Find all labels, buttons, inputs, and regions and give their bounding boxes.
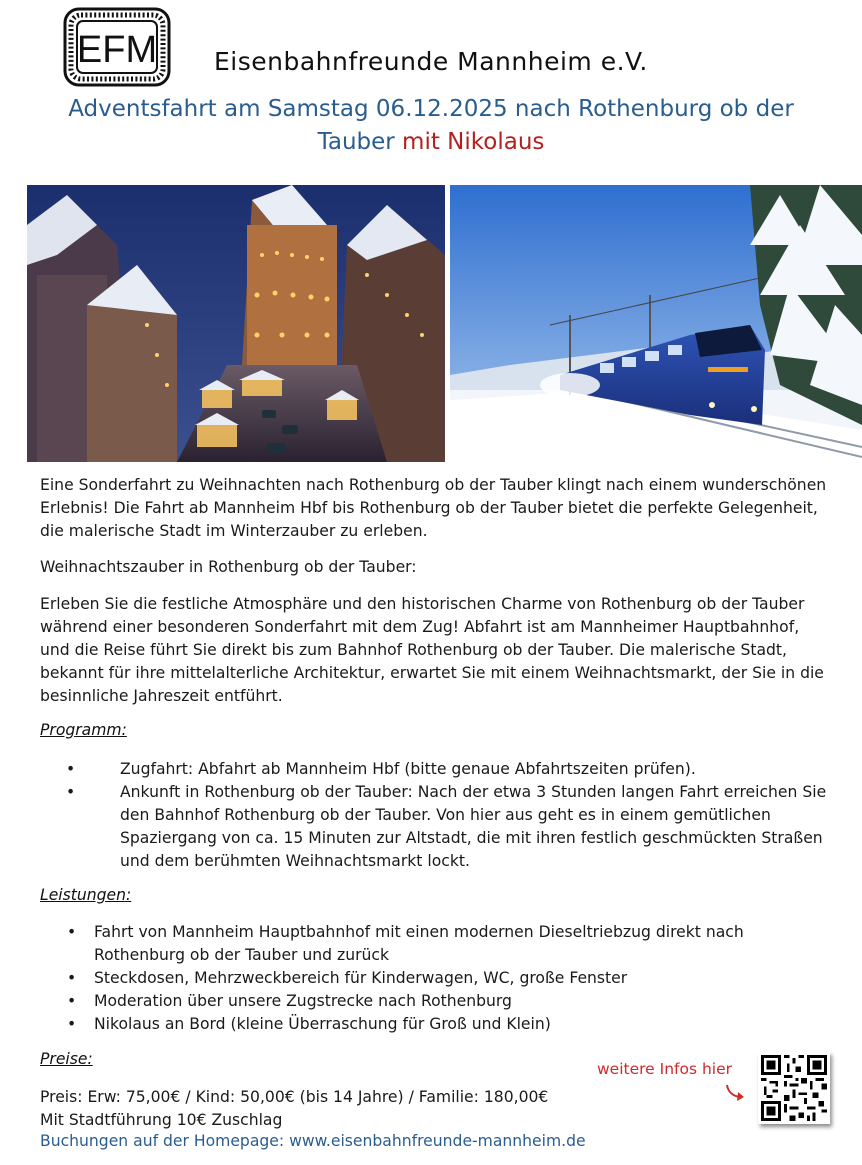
title-nikolaus: mit Nikolaus <box>402 129 545 155</box>
program-list <box>40 758 830 873</box>
more-info-label: weitere Infos hier <box>597 1060 733 1078</box>
list-item: • Ankunft in Rothenburg ob der Tauber: Nach der etwa 3 Stunden langen Fahrt erreichen Sie den Bahnhof Rothenburg ob der Tauber. Von hier aus geht es in einem gemütlichen Spaziergang von ca. 15 Minuten zur Altstadt, die mit ihren festlich geschmückten Straßen und dem berühmten Weihnachtsmarkt lockt. <box>40 781 830 873</box>
title-main: Adventsfahrt am Samstag 06.12.2025 nach Rothenburg ob der Tauber <box>68 96 794 155</box>
qr-code[interactable] <box>758 1052 830 1124</box>
price-line: Preis: Erw: 75,00€ / Kind: 50,00€ (bis 14 Jahre) / Familie: 180,00€ <box>40 1088 549 1106</box>
list-item: • Zugfahrt: Abfahrt ab Mannheim Hbf (bitte genaue Abfahrtszeiten prüfen). <box>40 758 830 781</box>
page-title <box>30 93 832 159</box>
arrow-icon <box>724 1082 746 1106</box>
services-list <box>40 921 780 1036</box>
christmas-market-photo <box>27 185 445 462</box>
logo-text: EFM <box>76 29 158 71</box>
train-in-snow-photo <box>450 185 862 462</box>
program-heading: Programm: <box>40 721 127 739</box>
organization-name: Eisenbahnfreunde Mannheim e.V. <box>214 47 648 76</box>
city-tour-surcharge: Mit Stadtführung 10€ Zuschlag <box>40 1111 283 1129</box>
list-item: • Fahrt von Mannheim Hauptbahnhof mit einen modernen Dieseltriebzug direkt nach Rothenburg ob der Tauber und zurück <box>40 921 780 967</box>
prices-heading: Preise: <box>40 1050 93 1068</box>
list-item: • Steckdosen, Mehrzweckbereich für Kinderwagen, WC, große Fenster <box>40 967 780 990</box>
description-paragraph: Erleben Sie die festliche Atmosphäre und den historischen Charme von Rothenburg ob der Tauber während einer besonderen Sonderfahrt mit dem Zug! Abfahrt ist am Mannheimer Hauptbahnhof, und die Reise führt Sie direkt bis zum Bahnhof Rothenburg ob der Tauber. Die malerische Stadt, bekannt für ihre mittelalterliche Architektur, erwartet Sie mit einem Weihnachtsmarkt, der Sie in die besinnliche Jahreszeit entführt. <box>40 595 824 705</box>
services-heading: Leistungen: <box>40 886 132 904</box>
subheading: Weihnachtszauber in Rothenburg ob der Tauber: <box>40 558 417 576</box>
intro-paragraph: Eine Sonderfahrt zu Weihnachten nach Rothenburg ob der Tauber klingt nach einem wunderschönen Erlebnis! Die Fahrt ab Mannheim Hbf bis Rothenburg ob der Tauber bietet die perfekte Gelegenheit, die malerische Stadt im Winterzauber zu erleben. <box>40 476 827 540</box>
list-item: • Moderation über unsere Zugstrecke nach Rothenburg <box>40 990 780 1013</box>
booking-link[interactable]: Buchungen auf der Homepage: www.eisenbahnfreunde-mannheim.de <box>40 1132 586 1150</box>
efm-logo <box>63 7 171 87</box>
list-item: • Nikolaus an Bord (kleine Überraschung für Groß und Klein) <box>40 1013 780 1036</box>
